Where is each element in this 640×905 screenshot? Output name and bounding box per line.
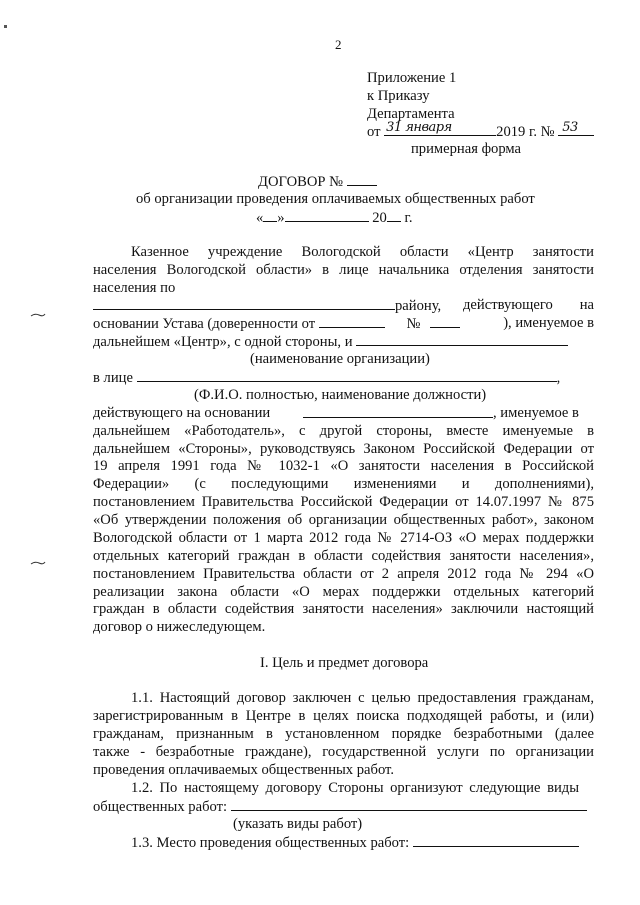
- district-field: [93, 296, 395, 310]
- preamble-line-6: [93, 332, 568, 351]
- word: занятости: [532, 244, 594, 260]
- power-of-attorney-number-field: [430, 314, 460, 328]
- appendix-date-field: [384, 122, 496, 136]
- organization-name-field: [356, 332, 568, 346]
- appendix-line-3: Департамента: [367, 106, 455, 122]
- preamble-line-3: населения по: [93, 280, 176, 296]
- preamble-body-5: постановлением Правительства Российской Федерации от 14.07.1997 № 875: [93, 494, 594, 510]
- preamble-named-employer: , именуемое в: [493, 405, 579, 421]
- word: Вологодской: [301, 244, 381, 260]
- section-1-p1-line-3: гражданам, признанным в установленном порядке безработными (далее: [93, 726, 594, 742]
- appendix-number-handwritten: 53: [562, 120, 578, 135]
- section-1-p3: [131, 833, 579, 852]
- appendix-number-field: [558, 122, 594, 136]
- contract-date-mid: »: [277, 210, 285, 226]
- appendix-line-2: к Приказу: [367, 88, 430, 104]
- work-place-label: 1.3. Место проведения общественных работ:: [131, 835, 410, 851]
- fio-caption: (Ф.И.О. полностью, наименование должности): [194, 387, 487, 403]
- work-types-label: общественных работ:: [93, 799, 228, 815]
- preamble-body-9: постановлением Правительства области от 2 апреля 2012 года № 294 «О: [93, 566, 594, 582]
- preamble-body-last: договор о нижеследующем.: [93, 619, 266, 635]
- preamble-line-8: [93, 404, 594, 422]
- word: учреждение: [207, 244, 283, 260]
- preamble-acting-basis: действующего на основании: [93, 405, 271, 421]
- scan-mark-left-2: [30, 560, 46, 566]
- preamble-body-4: Федерации» (с последующими изменениями и дополнениями),: [93, 476, 594, 492]
- preamble-district: району,: [395, 298, 442, 314]
- appendix-line-1: Приложение 1: [367, 70, 457, 86]
- appendix-date-suffix: 2019 г. №: [496, 124, 555, 140]
- work-place-field: [413, 833, 579, 847]
- scan-mark-left-1: [30, 312, 46, 318]
- organization-caption: (наименование организации): [250, 351, 430, 367]
- preamble-body-1: дальнейшем «Работодатель», с другой стороны, вместе именуемые в: [93, 423, 594, 439]
- preamble-line-4: [93, 296, 594, 315]
- preamble-body-10: реализации закона области «О мерах поддержки отдельных категорий: [93, 584, 594, 600]
- preamble-basis: основании Устава (доверенности от: [93, 316, 316, 332]
- preamble-body-6: «Об утверждении положения об организации общественных работ», законом: [93, 512, 594, 528]
- preamble-body-2: дальнейшем «Стороны», руководствуясь Законом Российской Федерации от: [93, 441, 594, 457]
- preamble-on: на: [579, 297, 594, 313]
- section-1-p1-line-2: зарегистрированным в Центре в целях поиска подходящей работы, и (или): [93, 708, 594, 724]
- preamble-named: ), именуемое в: [503, 315, 594, 331]
- section-1-p1-last: проведения оплачиваемых общественных работ.: [93, 762, 394, 778]
- section-1-p1-line-1: 1.1. Настоящий договор заключен с целью предоставления гражданам,: [131, 690, 594, 706]
- section-1-p2-line-2: [93, 797, 587, 816]
- preamble-body-8: отдельных категорий граждан в области содействия занятости населения»,: [93, 548, 594, 564]
- appendix-date-prefix: от: [367, 124, 381, 140]
- preamble-acting: действующего: [463, 297, 553, 313]
- contract-subtitle: об организации проведения оплачиваемых общественных работ: [136, 191, 535, 207]
- representative-field: [137, 368, 557, 382]
- page-number: 2: [335, 37, 342, 52]
- preamble-line-2: населения Вологодской области» в лице начальника отделения занятости: [93, 262, 594, 278]
- power-of-attorney-date-field: [319, 314, 385, 328]
- contract-date-open: «: [256, 210, 264, 226]
- contract-number-field: [347, 172, 377, 186]
- appendix-form-note: примерная форма: [411, 141, 522, 157]
- basis-document-field: [303, 404, 493, 418]
- section-1-p2-line-1: 1.2. По настоящему договору Стороны организуют следующие виды: [131, 780, 579, 796]
- word: Казенное: [131, 244, 189, 260]
- contract-month-field: [285, 208, 369, 222]
- contract-title-text: ДОГОВОР №: [258, 174, 344, 190]
- preamble-body-11: граждан в области содействия занятости населения» заключили настоящий: [93, 601, 594, 617]
- contract-title: [258, 172, 377, 191]
- section-1-heading: I. Цель и предмет договора: [260, 655, 429, 671]
- preamble-no-sign: №: [406, 316, 421, 332]
- word: «Центр: [467, 244, 514, 260]
- preamble-line-1: [131, 243, 594, 261]
- work-types-caption: (указать виды работ): [233, 816, 363, 832]
- appendix-date-line: [367, 122, 594, 141]
- preamble-body-3: 19 апреля 1991 года № 1032-1 «О занятости населения в Российской: [93, 458, 594, 474]
- preamble-body-7: Вологодской области от 1 марта 2012 года № 2714-ОЗ «О мерах поддержки: [93, 530, 594, 546]
- appendix-date-handwritten: 31 января: [386, 120, 452, 135]
- word: области: [399, 244, 449, 260]
- comma: ,: [556, 370, 561, 386]
- preamble-line-5: [93, 314, 594, 333]
- preamble-in-person: в лице: [93, 370, 133, 386]
- preamble-line-7: [93, 368, 560, 387]
- scan-mark-top: [4, 25, 7, 28]
- contract-day-field: [263, 208, 277, 222]
- work-types-field: [231, 797, 587, 811]
- contract-date-end: г.: [404, 210, 413, 226]
- section-1-p1-line-4: также - безработные граждане), государственной услуги по организации: [93, 744, 594, 760]
- contract-date-line: [256, 208, 413, 227]
- contract-date-year: 20: [372, 210, 387, 226]
- preamble-center: дальнейшем «Центр», с одной стороны, и: [93, 334, 353, 350]
- contract-year-field: [387, 208, 401, 222]
